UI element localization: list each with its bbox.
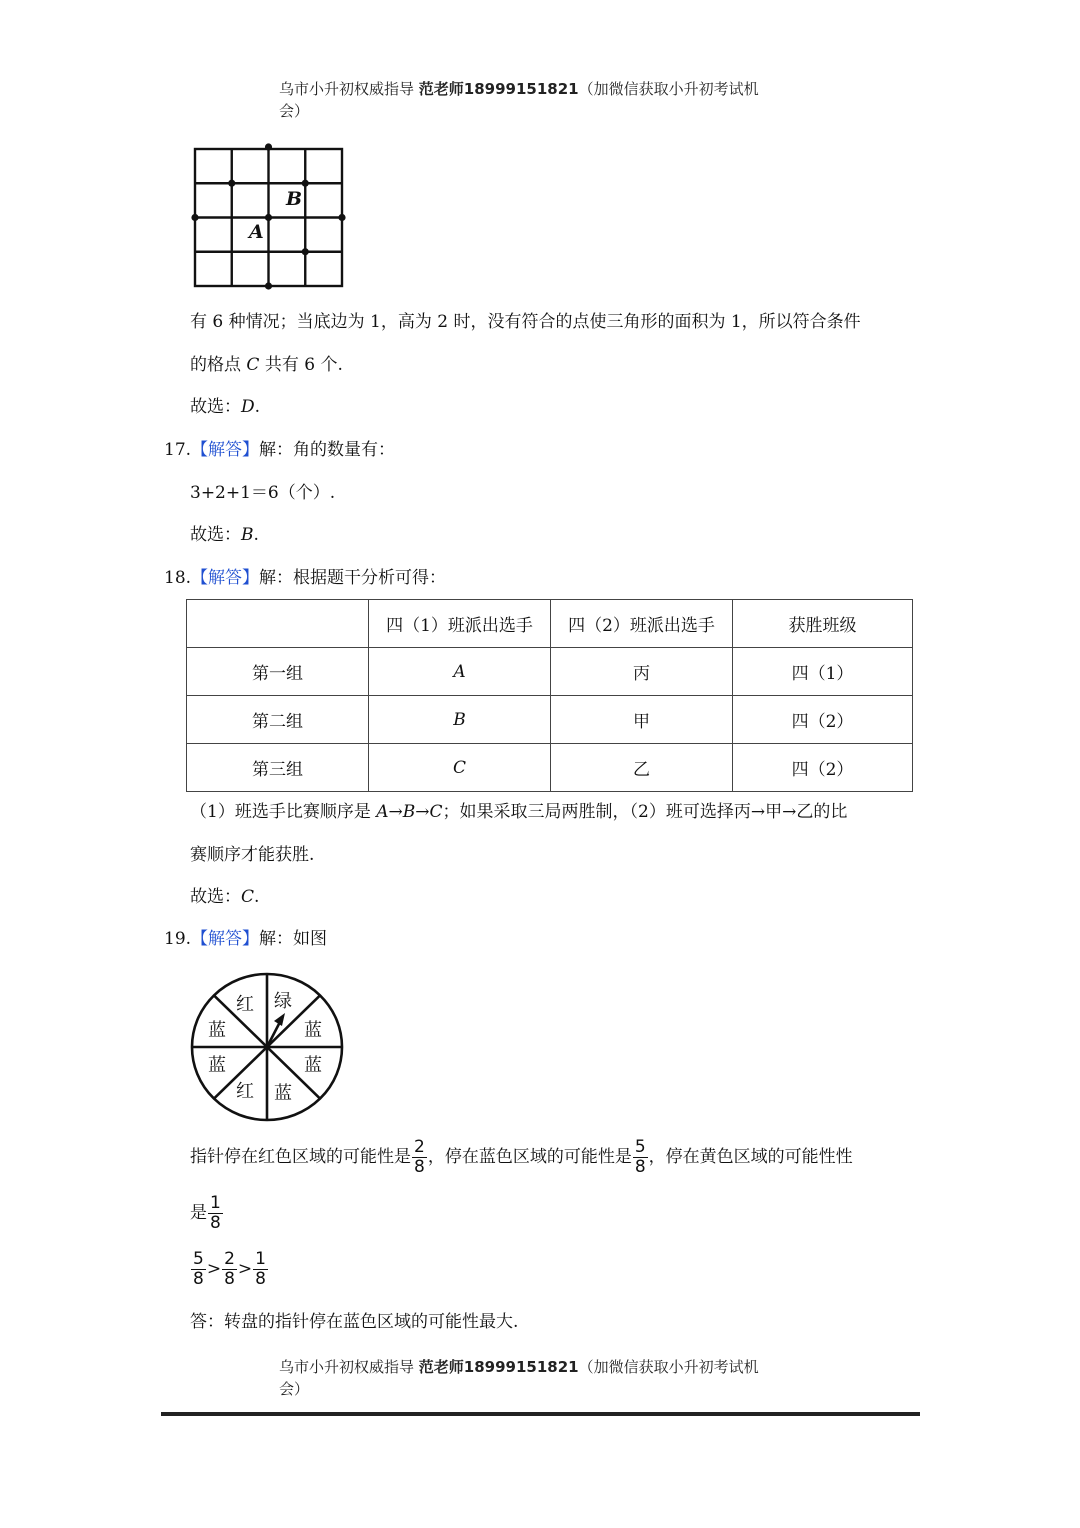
table-header-cell: 获胜班级 — [733, 600, 913, 648]
q19-probability-cont — [190, 1192, 224, 1234]
table-header-row — [187, 600, 913, 648]
sector-label: 蓝 — [208, 1020, 226, 1041]
sector-label: 红 — [236, 994, 254, 1015]
header-line1 — [279, 78, 759, 100]
table-cell: C — [369, 744, 551, 792]
q19-text-yellow: ，停在黄色区域的可能性性 — [648, 1147, 853, 1167]
spinner-pointer — [267, 1013, 285, 1047]
q18-expl-text: （1）班选手比赛顺序是 — [190, 802, 377, 822]
q17-number: 17. — [164, 440, 192, 460]
fraction-yellow — [208, 1194, 223, 1233]
table-cell: 甲 — [551, 696, 733, 744]
q17-calc: 3+2+1＝6（个）. — [190, 483, 336, 503]
fraction-numerator: 1 — [210, 1193, 221, 1213]
table-cell: 乙 — [551, 744, 733, 792]
greater-than-symbol: > — [237, 1259, 253, 1279]
arrow-right-icon: → — [415, 802, 430, 822]
table-cell: 丙 — [551, 648, 733, 696]
page-bottom-rule — [161, 1412, 920, 1416]
table-cell: 四（2） — [733, 696, 913, 744]
fraction-denominator: 8 — [634, 1157, 646, 1177]
q18-answer-dot: . — [254, 887, 260, 907]
footer-line1 — [279, 1356, 759, 1378]
arrow-right-icon: → — [388, 802, 403, 822]
table-cell: B — [369, 696, 551, 744]
table-row — [187, 744, 913, 792]
q17-answer-choice: B — [241, 525, 254, 545]
q18-number: 18. — [164, 568, 192, 588]
sector-label: 蓝 — [274, 1083, 292, 1104]
sector-label: 蓝 — [304, 1020, 322, 1041]
table-cell: 四（1） — [733, 648, 913, 696]
fraction-numerator: 2 — [224, 1249, 235, 1269]
fraction-denominator: 8 — [255, 1269, 266, 1289]
grid-figure — [190, 142, 350, 292]
q17-tag: 【解答】 — [191, 440, 260, 460]
table-cell: 第一组 — [187, 648, 369, 696]
q18-seq-a: A — [376, 802, 389, 822]
page-footer — [279, 1356, 759, 1400]
q17-heading — [164, 438, 395, 462]
q19-tag: 【解答】 — [191, 929, 260, 949]
fraction-red — [222, 1250, 237, 1289]
q16-para1: 有 6 种情况；当底边为 1，高为 2 时，没有符合的点使三角形的面积为 1，所以符合条件 — [190, 312, 861, 332]
header-prefix: 乌市小升初权威指导 — [279, 80, 419, 98]
footer-suffix: （加微信获取小升初考试机 — [578, 1358, 759, 1376]
fraction-blue — [633, 1138, 648, 1177]
q17-answer — [190, 523, 259, 547]
q18-heading — [164, 566, 446, 590]
header-suffix: （加微信获取小升初考试机 — [578, 80, 759, 98]
fraction-denominator: 8 — [210, 1213, 221, 1233]
q18-intro: 解：根据题干分析可得： — [259, 568, 447, 588]
q16-answer-choice: D — [241, 397, 255, 417]
q16-para2-tail: 共有 6 个. — [259, 355, 343, 375]
q19-text-red: 指针停在红色区域的可能性是 — [190, 1147, 411, 1167]
q19-text-is: 是 — [190, 1203, 207, 1223]
q19-comparison — [190, 1248, 269, 1290]
table-header-cell: 四（2）班派出选手 — [551, 600, 733, 648]
fraction-denominator: 8 — [224, 1269, 235, 1289]
table-header-cell — [187, 600, 369, 648]
q16-answer — [190, 395, 260, 419]
spinner-figure — [189, 971, 345, 1123]
result-table — [186, 599, 913, 792]
footer-contact: 范老师18999151821 — [418, 1358, 579, 1376]
q19-probability-line — [190, 1136, 853, 1178]
q17-answer-dot: . — [253, 525, 259, 545]
q18-answer — [190, 885, 259, 909]
q17-intro: 解：角的数量有： — [259, 440, 396, 460]
sector-label: 绿 — [274, 991, 292, 1012]
sector-label: 蓝 — [208, 1055, 226, 1076]
table-cell: 第二组 — [187, 696, 369, 744]
table-row — [187, 696, 913, 744]
fraction-numerator: 2 — [414, 1137, 425, 1157]
q18-explanation-line1 — [190, 800, 847, 824]
sector-label: 蓝 — [304, 1055, 322, 1076]
greater-than-symbol: > — [206, 1259, 222, 1279]
q18-answer-choice: C — [241, 887, 255, 907]
footer-line2: 会） — [279, 1380, 310, 1398]
table-header-cell: 四（1）班派出选手 — [369, 600, 551, 648]
q19-intro: 解：如图 — [259, 929, 328, 949]
table-cell: A — [369, 648, 551, 696]
q18-tag: 【解答】 — [191, 568, 260, 588]
q18-explanation-line2: 赛顺序才能获胜. — [190, 845, 315, 865]
q19-heading — [164, 927, 327, 951]
fraction-denominator: 8 — [193, 1269, 204, 1289]
footer-prefix: 乌市小升初权威指导 — [279, 1358, 419, 1376]
q18-seq-c: C — [429, 802, 443, 822]
q17-answer-label: 故选： — [190, 525, 241, 545]
grid-label-b: B — [286, 188, 303, 210]
q16-var-c: C — [246, 355, 260, 375]
q16-answer-label: 故选： — [190, 397, 241, 417]
grid-label-a: A — [249, 221, 264, 243]
table-cell: 四（2） — [733, 744, 913, 792]
fraction-yellow — [253, 1250, 268, 1289]
fraction-red — [412, 1138, 427, 1177]
fraction-numerator: 5 — [193, 1249, 204, 1269]
q18-expl-tail: ；如果采取三局两胜制，（2）班可选择丙→甲→乙的比 — [442, 802, 848, 822]
q19-conclusion: 答：转盘的指针停在蓝色区域的可能性最大. — [190, 1312, 519, 1332]
sector-label: 红 — [236, 1081, 254, 1102]
q16-para2 — [190, 353, 343, 377]
table-cell: 第三组 — [187, 744, 369, 792]
q19-text-blue: ，停在蓝色区域的可能性是 — [427, 1147, 632, 1167]
q16-para2-text: 的格点 — [190, 355, 247, 375]
fraction-numerator: 5 — [634, 1137, 646, 1157]
fraction-numerator: 1 — [255, 1249, 266, 1269]
fraction-blue — [191, 1250, 206, 1289]
header-contact: 范老师18999151821 — [418, 80, 579, 98]
table-row — [187, 648, 913, 696]
fraction-denominator: 8 — [414, 1157, 425, 1177]
q18-answer-label: 故选： — [190, 887, 241, 907]
q18-seq-b: B — [402, 802, 416, 822]
page-header — [279, 78, 759, 122]
q16-answer-dot: . — [254, 397, 261, 417]
q19-number: 19. — [164, 929, 192, 949]
header-line2: 会） — [279, 102, 310, 120]
